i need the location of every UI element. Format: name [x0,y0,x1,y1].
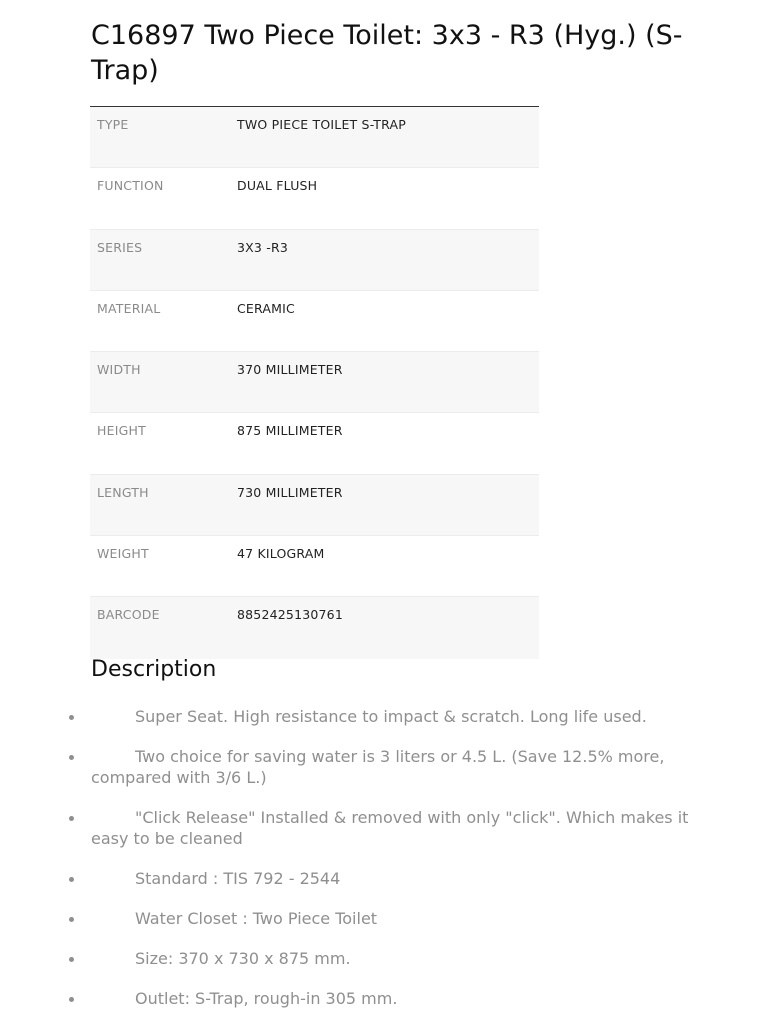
list-item [60,706,700,727]
description-heading: Description [91,657,217,682]
list-item-text: Outlet: S-Trap, rough-in 305 mm. [135,989,398,1008]
list-item-text: Size: 370 x 730 x 875 mm. [135,949,351,968]
list-item [60,868,700,889]
spec-value: 8852425130761 [237,607,343,623]
spec-row-width [90,352,539,413]
spec-label: WEIGHT [97,546,149,562]
spec-label: BARCODE [97,607,160,623]
spec-label: LENGTH [97,484,149,500]
spec-value: 47 KILOGRAM [237,546,325,562]
list-item [60,746,700,788]
page-title: C16897 Two Piece Toilet: 3x3 - R3 (Hyg.) (S-Trap) [91,20,683,86]
spec-value: 730 MILLIMETER [237,484,343,500]
list-item-text: "Click Release" Installed & removed with only "click". Which makes it easy to be cleaned [91,808,689,848]
spec-row-barcode [90,597,539,658]
list-item-text: Super Seat. High resistance to impact & scratch. Long life used. [135,707,647,726]
spec-label: TYPE [97,117,129,132]
spec-row-series [90,230,539,291]
spec-row-type [90,107,539,168]
spec-label: HEIGHT [97,423,146,439]
list-item [60,988,700,1009]
spec-value: 875 MILLIMETER [237,423,343,439]
description-list [60,706,700,1024]
spec-label: SERIES [97,239,143,255]
list-item-text: Two choice for saving water is 3 liters or 4.5 L. (Save 12.5% more, compared with 3/6 L.) [91,747,665,787]
spec-label: WIDTH [97,362,141,378]
spec-row-length [90,475,539,536]
spec-value: DUAL FLUSH [237,178,318,194]
spec-row-weight [90,536,539,597]
spec-table [90,106,539,659]
spec-row-height [90,413,539,474]
spec-value: 370 MILLIMETER [237,362,343,378]
list-item [60,807,700,849]
spec-row-function [90,168,539,229]
list-item-text: Water Closet : Two Piece Toilet [135,909,378,928]
spec-value: 3X3 -R3 [237,239,288,255]
spec-value: CERAMIC [237,300,295,316]
list-item [60,948,700,969]
spec-label: FUNCTION [97,178,164,194]
spec-label: MATERIAL [97,300,161,316]
spec-row-material [90,291,539,352]
list-item [60,908,700,929]
spec-value: TWO PIECE TOILET S-TRAP [237,117,406,132]
list-item-text: Standard : TIS 792 - 2544 [135,869,341,888]
